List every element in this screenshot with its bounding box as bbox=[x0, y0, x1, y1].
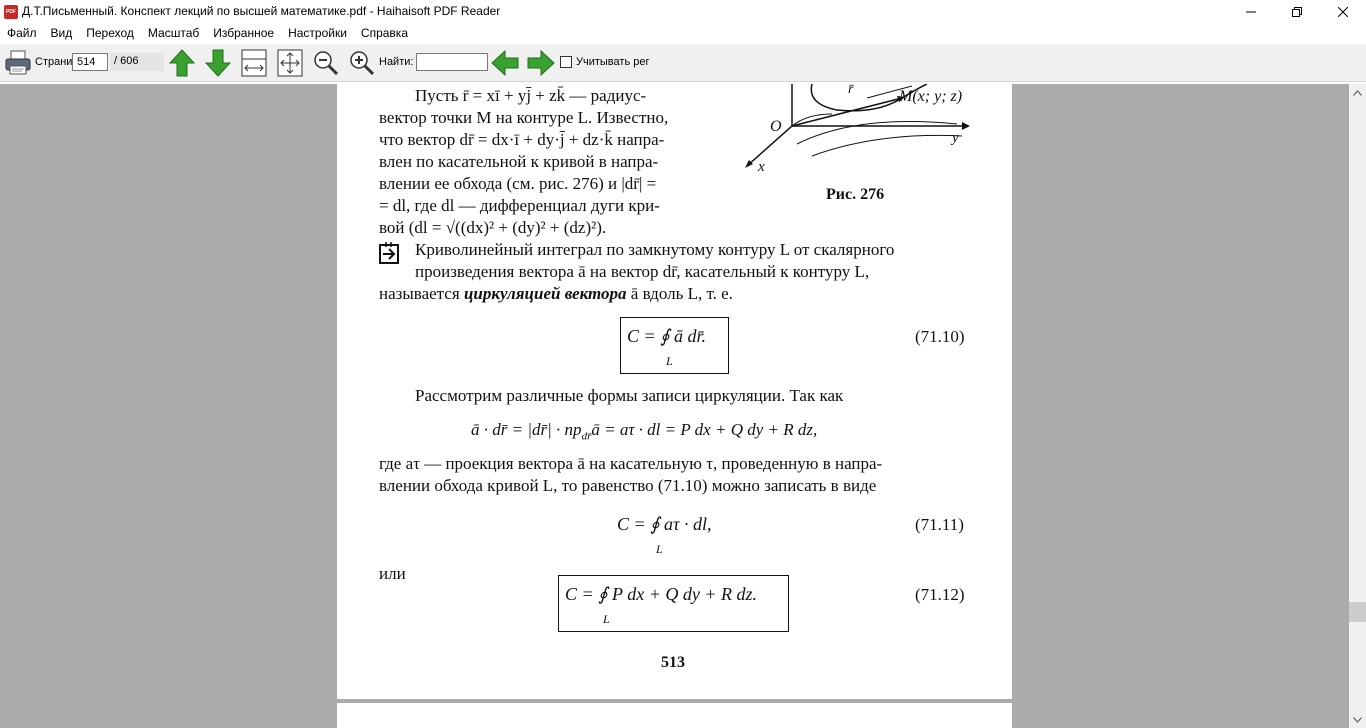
scroll-thumb[interactable] bbox=[1349, 602, 1366, 622]
minimize-button[interactable] bbox=[1228, 0, 1274, 24]
match-case-checkbox[interactable] bbox=[560, 56, 572, 68]
prev-page-button[interactable] bbox=[168, 49, 196, 77]
menu-bar bbox=[0, 24, 1366, 42]
para2: Рассмотрим различные формы записи циркуляции. Так как bbox=[415, 386, 844, 405]
chevron-down-icon bbox=[1353, 717, 1362, 723]
scroll-down-button[interactable] bbox=[1349, 711, 1366, 728]
equation-71-10-sub: L bbox=[666, 354, 673, 368]
figure-caption: Рис. 276 bbox=[826, 186, 885, 203]
window-title: Д.Т.Письменный. Конспект лекций по высшей математике.pdf - Haihaisoft PDF Reader bbox=[22, 4, 501, 18]
page-label: Страни bbox=[35, 56, 73, 68]
minimize-icon bbox=[1246, 7, 1256, 17]
menu-zoom[interactable]: Масштаб bbox=[147, 26, 200, 40]
scroll-up-button[interactable] bbox=[1349, 84, 1366, 101]
para1-line4: влен по касательной к кривой в напра- bbox=[379, 152, 659, 171]
fig-label-M: M(x; y; z) bbox=[899, 88, 963, 105]
document-viewer[interactable] bbox=[0, 84, 1349, 728]
menu-favorites[interactable]: Избранное bbox=[213, 26, 275, 40]
equation-projection-end: ā = aτ · dl = P dx + Q dy + R dz, bbox=[591, 420, 818, 439]
arrow-down-icon bbox=[205, 49, 231, 77]
zoom-out-button[interactable] bbox=[312, 49, 340, 77]
fit-width-button[interactable] bbox=[240, 49, 268, 77]
menu-help[interactable]: Справка bbox=[360, 26, 408, 40]
text-ili: или bbox=[379, 564, 406, 583]
equation-71-11: C = ∮ aτ · dl, bbox=[617, 514, 712, 534]
print-button[interactable] bbox=[4, 49, 32, 77]
para1-line3: что вектор dr̄ = dx·ī + dy·j̄ + dz·k̄ напра- bbox=[379, 130, 665, 149]
equation-projection-sub: dr̄ bbox=[581, 430, 592, 443]
para3-line2: влении обхода кривой L, то равенство (71.10) можно записать в виде bbox=[379, 476, 877, 495]
para1-line2: вектор точки M на контуре L. Известно, bbox=[379, 108, 669, 127]
zoom-out-icon bbox=[312, 49, 340, 77]
menu-go[interactable]: Переход bbox=[86, 26, 134, 40]
equation-71-12: C = ∮ P dx + Q dy + R dz. bbox=[565, 584, 757, 604]
para1-line1: Пусть r̄ = xī + yj̄ + zk̄ — радиус- bbox=[415, 86, 647, 105]
equation-71-12-sub: L bbox=[603, 612, 610, 626]
fig-label-y: y bbox=[952, 130, 959, 146]
zoom-in-button[interactable] bbox=[348, 49, 376, 77]
definition-line1: Криволинейный интеграл по замкнутому контуру L от скалярного bbox=[415, 240, 895, 259]
pdf-app-icon bbox=[4, 5, 18, 19]
next-pdf-page bbox=[337, 703, 1012, 728]
close-button[interactable] bbox=[1320, 0, 1366, 24]
equation-number-71-12: (71.12) bbox=[915, 585, 965, 604]
equation-71-11-sub: L bbox=[656, 542, 663, 556]
find-prev-button[interactable] bbox=[491, 49, 519, 77]
restore-icon bbox=[1292, 7, 1302, 17]
find-next-button[interactable] bbox=[527, 49, 555, 77]
toolbar bbox=[0, 44, 1366, 82]
page-total: / 606 bbox=[110, 53, 164, 71]
fig-label-r: r̄ bbox=[848, 84, 854, 97]
para3-line1: где aτ — проекция вектора ā на касательную τ, проведенную в напра- bbox=[379, 454, 883, 473]
fig-label-O: O bbox=[770, 118, 782, 135]
equation-number-71-10: (71.10) bbox=[915, 327, 965, 346]
page-number: 513 bbox=[661, 654, 685, 671]
arrow-right-icon bbox=[527, 50, 555, 76]
pdf-page bbox=[337, 84, 1012, 699]
menu-file[interactable]: Файл bbox=[7, 26, 37, 40]
para1-line7: вой (dl = √((dx)² + (dy)² + (dz)²). bbox=[379, 218, 607, 237]
menu-view[interactable]: Вид bbox=[50, 26, 73, 40]
definition-term: циркуляцией вектора bbox=[463, 284, 627, 303]
find-label: Найти: bbox=[379, 56, 414, 68]
find-input[interactable] bbox=[416, 53, 488, 71]
restore-button[interactable] bbox=[1274, 0, 1320, 24]
vertical-scrollbar[interactable] bbox=[1349, 84, 1366, 728]
chevron-up-icon bbox=[1353, 90, 1362, 96]
match-case-label: Учитывать рег bbox=[576, 56, 650, 68]
printer-icon bbox=[4, 50, 32, 76]
fit-width-icon bbox=[241, 49, 267, 77]
equation-projection bbox=[471, 420, 817, 442]
definition-line3-end: ā вдоль L, т. е. bbox=[626, 284, 733, 303]
definition-line2: произведения вектора ā на вектор dr̄, касательный к контуру L, bbox=[415, 262, 870, 281]
para1-line6: = dl, где dl — дифференциал дуги кри- bbox=[379, 196, 660, 215]
para1-line5: влении ее обхода (см. рис. 276) и |dr̄| = bbox=[379, 174, 657, 193]
equation-projection-start: ā · dr̄ = |dr̄| · пр bbox=[471, 420, 582, 439]
zoom-in-icon bbox=[348, 49, 376, 77]
arrow-left-icon bbox=[491, 50, 519, 76]
menu-settings[interactable]: Настройки bbox=[288, 26, 347, 40]
title-bar bbox=[0, 0, 1366, 24]
fit-page-icon bbox=[277, 49, 303, 77]
equation-71-10: C = ∮ ā dr̄. bbox=[627, 326, 707, 346]
definition-line3 bbox=[379, 284, 733, 304]
equation-number-71-11: (71.11) bbox=[915, 515, 964, 534]
close-icon bbox=[1338, 7, 1348, 17]
arrow-up-icon bbox=[169, 49, 195, 77]
fig-label-x: x bbox=[758, 159, 765, 175]
definition-icon bbox=[379, 242, 401, 266]
fit-page-button[interactable] bbox=[276, 49, 304, 77]
definition-line3-start: называется bbox=[379, 284, 464, 303]
next-page-button[interactable] bbox=[204, 49, 232, 77]
page-number-input[interactable] bbox=[72, 53, 108, 71]
